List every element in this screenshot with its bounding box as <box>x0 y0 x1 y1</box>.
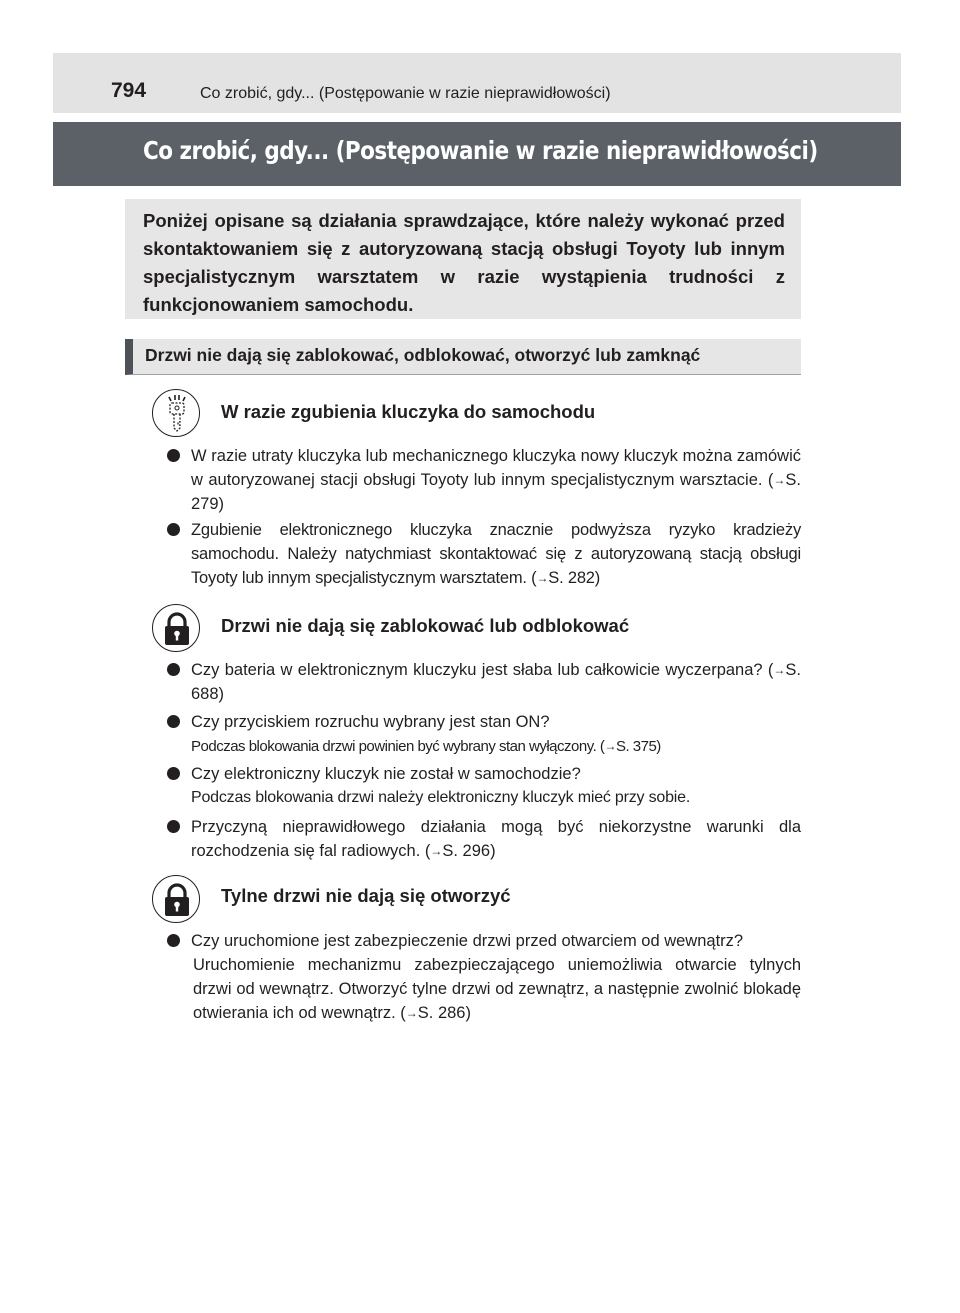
arrow-icon: → <box>405 1006 418 1020</box>
arrow-icon: → <box>773 473 786 487</box>
arrow-icon: → <box>604 739 616 753</box>
arrow-icon: → <box>536 571 549 585</box>
bullet-text: Zgubienie elektronicznego kluczyka znacznie podwyższa ryzyko kradzieży samochodu. Należy natychmiast skontaktować się z autoryzowaną stacją obsługi Toyoty lub innym specjalistycznym warsztatem. (→S. 282) <box>191 521 801 587</box>
bullet-text: Przyczyną nieprawidłowego działania mogą być niekorzystne warunki dla rozchodzenia się fal radiowych. (→S. 296) <box>191 818 801 860</box>
page-number: 794 <box>111 79 147 102</box>
lock-icon <box>152 875 200 923</box>
bullet-text: W razie utraty kluczyka lub mechanicznego kluczyka nowy kluczyk można zamówić w autoryzowanej stacji obsługi Toyoty lub innym specjalistycznym warsztacie. (→S. 279) <box>191 447 801 513</box>
lock-icon <box>152 604 200 652</box>
running-title: Co zrobić, gdy... (Postępowanie w razie nieprawidłowości) <box>200 85 611 102</box>
running-header <box>53 53 901 113</box>
arrow-icon: → <box>773 663 786 677</box>
bullet-dot <box>167 523 180 536</box>
bullet-dot <box>167 820 180 833</box>
page-title: Co zrobić, gdy... (Postępowanie w razie nieprawidłowości) <box>143 136 818 165</box>
bullet-text: Czy elektroniczny kluczyk nie został w samochodzie? Podczas blokowania drzwi należy elektroniczny kluczyk mieć przy sobie. <box>191 765 691 806</box>
bullet-text: Czy przyciskiem rozruchu wybrany jest stan ON? Podczas blokowania drzwi powinien być wybrany stan wyłączony. (→S. 375) <box>191 713 661 755</box>
section-heading-text: Drzwi nie dają się zablokować, odblokować, otworzyć lub zamknąć <box>145 345 701 365</box>
bullet-dot <box>167 663 180 676</box>
bullet-text: Czy uruchomione jest zabezpieczenie drzwi przed otwarciem od wewnątrz? Uruchomienie mechanizmu zabezpieczającego uniemożliwia otwarcie tylnych drzwi od wewnątrz. Otworzyć tylne drzwi od zewnątrz, a następnie zwolnić blokadę otwierania ich od wewnątrz. (→S. 286) <box>191 932 801 1022</box>
subsection-heading-lost-key: W razie zgubienia kluczyka do samochodu <box>221 401 596 422</box>
intro-box <box>125 199 801 319</box>
intro-text: Poniżej opisane są działania sprawdzające, które należy wykonać przed skontaktowaniem się z autoryzowaną stacją obsługi Toyoty lub innym specjalistycznym warsztatem w razie wystąpienia trudności z funkcjonowaniem samochodu. <box>143 210 785 315</box>
arrow-icon: → <box>430 844 443 858</box>
bullet-dot <box>167 934 180 947</box>
bullet-dot <box>167 767 180 780</box>
bullet-dot <box>167 449 180 462</box>
subsection-heading-lock: Drzwi nie dają się zablokować lub odblokować <box>221 615 630 636</box>
subsection-heading-rear-doors: Tylne drzwi nie dają się otworzyć <box>221 885 511 906</box>
section-heading <box>125 339 801 375</box>
bullet-dot <box>167 715 180 728</box>
bullet-text: Czy bateria w elektronicznym kluczyku jest słaba lub całkowicie wyczerpana? (→S. 688) <box>191 661 801 703</box>
key-icon <box>152 389 200 437</box>
